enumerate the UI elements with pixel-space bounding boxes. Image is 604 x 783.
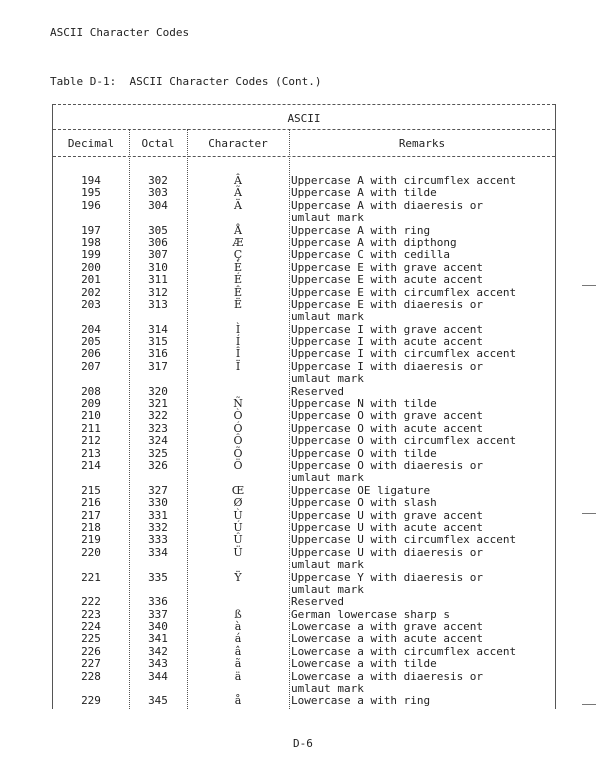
octal-cell: 337 <box>148 607 168 621</box>
decimal-cell: 212 <box>81 434 101 448</box>
decimal-cell: 202 <box>81 285 101 299</box>
remarks-cell: umlaut mark <box>291 558 364 572</box>
octal-cell: 311 <box>148 273 168 287</box>
decimal-cell: 199 <box>81 248 101 262</box>
decimal-cell: 227 <box>81 657 101 671</box>
octal-cell: 314 <box>148 322 168 336</box>
remarks-cell: Uppercase E with diaeresis or <box>291 297 484 311</box>
character-cell: Å <box>234 223 242 237</box>
remarks-cell: umlaut mark <box>291 582 364 596</box>
table-row <box>53 534 555 546</box>
remarks-cell: Uppercase A with dipthong <box>291 235 457 249</box>
remarks-cell: Uppercase A with diaeresis or <box>291 198 484 212</box>
table-row <box>53 410 555 422</box>
octal-cell: 342 <box>148 644 168 658</box>
decimal-cell: 225 <box>81 632 101 646</box>
decimal-cell: 221 <box>81 570 101 584</box>
decimal-cell: 216 <box>81 496 101 510</box>
octal-cell: 344 <box>148 669 168 683</box>
header-bottom-rule <box>53 156 555 157</box>
margin-mark <box>582 513 596 514</box>
octal-cell: 333 <box>148 533 168 547</box>
character-cell: Õ <box>233 446 243 460</box>
remarks-cell: Uppercase I with grave accent <box>291 322 484 336</box>
remarks-cell: Uppercase O with diaeresis or <box>291 458 484 472</box>
octal-cell: 305 <box>148 223 168 237</box>
remarks-cell: umlaut mark <box>291 471 364 485</box>
octal-cell: 335 <box>148 570 168 584</box>
decimal-cell: 226 <box>81 644 101 658</box>
character-cell: ß <box>234 607 242 621</box>
remarks-cell: Uppercase U with acute accent <box>291 520 484 534</box>
remarks-cell: Uppercase I with diaeresis or <box>291 359 484 373</box>
decimal-cell: 222 <box>81 595 101 609</box>
decimal-cell: 224 <box>81 620 101 634</box>
octal-cell: 317 <box>148 359 168 373</box>
remarks-cell: Uppercase E with grave accent <box>291 260 484 274</box>
character-cell: ä <box>234 669 242 683</box>
octal-cell: 336 <box>148 595 168 609</box>
decimal-cell: 209 <box>81 397 101 411</box>
octal-cell: 324 <box>148 434 168 448</box>
remarks-cell: Uppercase A with tilde <box>291 186 437 200</box>
remarks-cell: Uppercase O with acute accent <box>291 421 484 435</box>
margin-mark <box>582 285 596 286</box>
decimal-cell: 228 <box>81 669 101 683</box>
column-header-decimal: Decimal <box>67 137 115 150</box>
table-row <box>53 695 555 707</box>
remarks-cell: umlaut mark <box>291 211 364 225</box>
octal-cell: 303 <box>148 186 168 200</box>
octal-cell: 330 <box>148 496 168 510</box>
octal-cell: 302 <box>148 174 168 187</box>
decimal-cell: 197 <box>81 223 101 237</box>
octal-cell: 307 <box>148 248 168 262</box>
table-row <box>53 435 555 447</box>
decimal-cell: 229 <box>81 694 101 708</box>
remarks-cell: Uppercase A with ring <box>291 223 431 237</box>
character-cell: Î <box>235 347 241 361</box>
decimal-cell: 201 <box>81 273 101 287</box>
table-body <box>53 175 555 708</box>
decimal-cell: 206 <box>81 347 101 361</box>
remarks-cell: Uppercase U with diaeresis or <box>291 545 484 559</box>
character-cell: å <box>234 694 242 708</box>
character-cell: Ä <box>234 198 242 212</box>
column-header-octal: Octal <box>141 137 175 150</box>
remarks-cell: Uppercase C with cedilla <box>291 248 450 262</box>
decimal-cell: 211 <box>81 421 101 435</box>
character-cell: Ó <box>233 421 243 435</box>
character-cell: Ò <box>233 409 243 423</box>
character-cell: Ç <box>233 248 243 262</box>
table-row <box>53 596 555 608</box>
decimal-cell: 208 <box>81 384 101 398</box>
character-cell: È <box>233 260 243 274</box>
ascii-table <box>52 104 556 709</box>
remarks-cell: Lowercase a with circumflex accent <box>291 644 517 658</box>
octal-cell: 320 <box>148 384 168 398</box>
octal-cell: 340 <box>148 620 168 634</box>
remarks-cell: Uppercase OE ligature <box>291 483 431 497</box>
decimal-cell: 203 <box>81 297 101 311</box>
remarks-cell: Uppercase A with circumflex accent <box>291 174 517 187</box>
character-cell: Ñ <box>233 397 243 411</box>
remarks-cell: Reserved <box>291 595 344 609</box>
remarks-cell: Lowercase a with ring <box>291 694 431 708</box>
decimal-cell: 219 <box>81 533 101 547</box>
character-cell: Ï <box>235 359 241 373</box>
decimal-cell: 200 <box>81 260 101 274</box>
character-cell: Û <box>233 533 243 547</box>
octal-cell: 310 <box>148 260 168 274</box>
decimal-cell: 207 <box>81 359 101 373</box>
remarks-cell: Uppercase O with grave accent <box>291 409 484 423</box>
character-cell: Œ <box>231 483 245 497</box>
remarks-cell: Uppercase O with slash <box>291 496 437 510</box>
octal-cell: 326 <box>148 458 168 472</box>
decimal-cell: 213 <box>81 446 101 460</box>
remarks-cell: Uppercase N with tilde <box>291 397 437 411</box>
remarks-cell: Uppercase Y with diaeresis or <box>291 570 484 584</box>
table-row <box>53 497 555 509</box>
remarks-cell: German lowercase sharp s <box>291 607 450 621</box>
octal-cell: 313 <box>148 297 168 311</box>
decimal-cell: 198 <box>81 235 101 249</box>
character-cell: à <box>234 620 242 634</box>
character-cell: â <box>234 644 242 658</box>
remarks-cell: Lowercase a with diaeresis or <box>291 669 484 683</box>
table-row <box>53 472 555 484</box>
character-cell: Í <box>235 335 241 349</box>
remarks-cell: Lowercase a with tilde <box>291 657 437 671</box>
remarks-cell: Uppercase O with circumflex accent <box>291 434 517 448</box>
decimal-cell: 215 <box>81 483 101 497</box>
table-row <box>53 559 555 571</box>
decimal-cell: 204 <box>81 322 101 336</box>
remarks-cell: Uppercase I with circumflex accent <box>291 347 517 361</box>
remarks-cell: umlaut mark <box>291 372 364 386</box>
character-cell: Ù <box>233 508 243 522</box>
character-cell: Ü <box>233 545 243 559</box>
character-cell: Ê <box>233 285 243 299</box>
octal-cell: 343 <box>148 657 168 671</box>
remarks-cell: umlaut mark <box>291 682 364 696</box>
remarks-cell: umlaut mark <box>291 310 364 324</box>
decimal-cell: 217 <box>81 508 101 522</box>
remarks-cell: Uppercase E with acute accent <box>291 273 484 287</box>
character-cell: Â <box>234 174 242 187</box>
octal-cell: 334 <box>148 545 168 559</box>
character-cell: Ô <box>233 434 243 448</box>
table-row <box>53 249 555 261</box>
decimal-cell: 223 <box>81 607 101 621</box>
character-cell: á <box>234 632 242 646</box>
octal-cell: 332 <box>148 520 168 534</box>
table-row <box>53 311 555 323</box>
decimal-cell: 195 <box>81 186 101 200</box>
octal-cell: 315 <box>148 335 168 349</box>
octal-cell: 341 <box>148 632 168 646</box>
octal-cell: 304 <box>148 198 168 212</box>
octal-cell: 322 <box>148 409 168 423</box>
remarks-cell: Uppercase U with circumflex accent <box>291 533 517 547</box>
octal-cell: 306 <box>148 235 168 249</box>
decimal-cell: 220 <box>81 545 101 559</box>
table-row <box>53 348 555 360</box>
octal-cell: 327 <box>148 483 168 497</box>
remarks-cell: Uppercase U with grave accent <box>291 508 484 522</box>
table-row <box>53 212 555 224</box>
table-row <box>53 274 555 286</box>
decimal-cell: 214 <box>81 458 101 472</box>
octal-cell: 323 <box>148 421 168 435</box>
decimal-cell: 205 <box>81 335 101 349</box>
character-cell: É <box>233 273 243 287</box>
character-cell: Ø <box>233 496 243 510</box>
page-header: ASCII Character Codes <box>50 26 190 39</box>
remarks-cell: Lowercase a with acute accent <box>291 632 484 646</box>
table-row <box>53 658 555 670</box>
character-cell: Ÿ <box>234 570 242 584</box>
remarks-cell: Uppercase E with circumflex accent <box>291 285 517 299</box>
table-caption: Table D-1: ASCII Character Codes (Cont.) <box>50 75 322 88</box>
table-row <box>53 187 555 199</box>
page-number: D-6 <box>293 737 313 750</box>
table-row <box>53 373 555 385</box>
table-row <box>53 633 555 645</box>
remarks-cell: Lowercase a with grave accent <box>291 620 484 634</box>
octal-cell: 321 <box>148 397 168 411</box>
octal-cell: 331 <box>148 508 168 522</box>
remarks-cell: Uppercase I with acute accent <box>291 335 484 349</box>
decimal-cell: 210 <box>81 409 101 423</box>
octal-cell: 316 <box>148 347 168 361</box>
octal-cell: 312 <box>148 285 168 299</box>
character-cell: Ë <box>233 297 243 311</box>
character-cell: Æ <box>232 235 244 249</box>
character-cell: Ã <box>234 186 242 200</box>
table-top-rule <box>53 104 555 105</box>
character-cell: ã <box>234 657 242 671</box>
margin-mark <box>582 704 596 705</box>
remarks-cell: Uppercase O with tilde <box>291 446 437 460</box>
character-cell: Ì <box>235 322 241 336</box>
octal-cell: 325 <box>148 446 168 460</box>
table-span-title: ASCII <box>287 112 321 125</box>
column-header-remarks: Remarks <box>398 137 446 150</box>
remarks-cell: Reserved <box>291 384 344 398</box>
character-cell: Ö <box>233 458 243 472</box>
decimal-cell: 194 <box>81 174 101 187</box>
column-header-character: Character <box>208 137 268 150</box>
decimal-cell: 196 <box>81 198 101 212</box>
character-cell: Ú <box>233 520 243 534</box>
decimal-cell: 218 <box>81 520 101 534</box>
octal-cell: 345 <box>148 694 168 708</box>
